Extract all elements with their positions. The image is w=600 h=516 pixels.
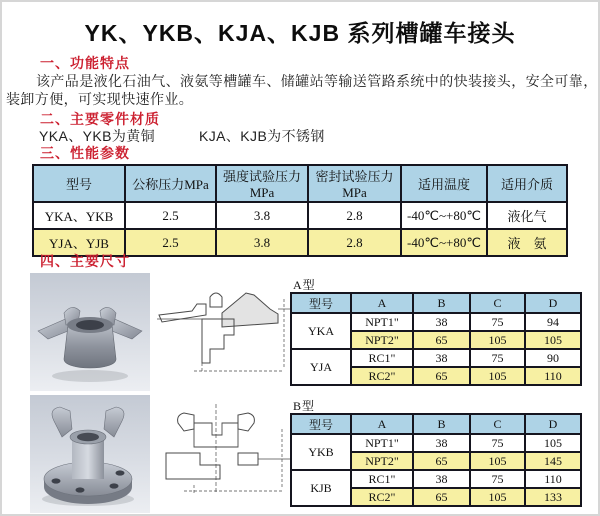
claw-coupling-product-photo xyxy=(30,273,150,391)
cell: 65 xyxy=(413,331,470,349)
cell: 105 xyxy=(470,452,525,470)
cell: RC2" xyxy=(351,488,413,506)
model-cell: YJA xyxy=(291,349,351,385)
col-header-medium: 适用介质 xyxy=(487,165,567,202)
cell: RC2" xyxy=(351,367,413,385)
col-header-b: B xyxy=(413,293,470,313)
dim-table-a-label: A型 xyxy=(293,278,316,292)
cell: 2.5 xyxy=(125,229,216,256)
dimension-table-b xyxy=(290,413,582,507)
col-header-a: A xyxy=(351,414,413,434)
cell: 2.8 xyxy=(308,229,401,256)
cell: 2.8 xyxy=(308,202,401,229)
col-header-d: D xyxy=(525,414,581,434)
cell: 65 xyxy=(413,367,470,385)
cell: 38 xyxy=(413,470,470,488)
cell: 105 xyxy=(525,331,581,349)
flanged-coupling-section-drawing xyxy=(154,401,294,503)
cell: -40℃~+80℃ xyxy=(401,229,487,256)
cell: 110 xyxy=(525,367,581,385)
cell: 133 xyxy=(525,488,581,506)
flanged-coupling-product-photo xyxy=(30,395,150,513)
cell: 90 xyxy=(525,349,581,367)
col-header-model: 型号 xyxy=(291,414,351,434)
model-cell: YKB xyxy=(291,434,351,470)
dimension-table-a xyxy=(290,292,582,386)
table-row xyxy=(291,434,581,452)
cell: 105 xyxy=(470,367,525,385)
col-header-seal-test-pressure: 密封试验压力MPa xyxy=(308,165,401,202)
cell: 75 xyxy=(470,470,525,488)
cell: YJA、YJB xyxy=(33,229,125,256)
section-heading-materials: 二、主要零件材质 xyxy=(40,111,160,127)
col-header-a: A xyxy=(351,293,413,313)
cell: NPT1" xyxy=(351,434,413,452)
section-heading-performance: 三、性能参数 xyxy=(40,145,130,161)
model-cell: KJB xyxy=(291,470,351,506)
material-brass: YKA、YKB为黄铜 xyxy=(39,128,156,144)
cell: -40℃~+80℃ xyxy=(401,202,487,229)
section-heading-features: 一、功能特点 xyxy=(40,55,130,71)
dim-a-header-row xyxy=(291,293,581,313)
cell: NPT1" xyxy=(351,313,413,331)
cell: 75 xyxy=(470,434,525,452)
col-header-b: B xyxy=(413,414,470,434)
cell: 38 xyxy=(413,434,470,452)
col-header-model: 型号 xyxy=(33,165,125,202)
cell: 105 xyxy=(470,331,525,349)
features-paragraph: 该产品是液化石油气、液氨等槽罐车、储罐站等输送管路系统中的快装接头，安全可靠，装卸方便，可实现快速作业。 xyxy=(6,73,598,107)
cell: YKA、YKB xyxy=(33,202,125,229)
cell: 38 xyxy=(413,313,470,331)
cell: 105 xyxy=(470,488,525,506)
cell: 65 xyxy=(413,452,470,470)
col-header-nominal-pressure: 公称压力MPa xyxy=(125,165,216,202)
table-row xyxy=(291,313,581,331)
col-header-c: C xyxy=(470,414,525,434)
cell: 94 xyxy=(525,313,581,331)
col-header-model: 型号 xyxy=(291,293,351,313)
table-row xyxy=(291,349,581,367)
col-header-strength-test-pressure: 强度试验压力MPa xyxy=(216,165,308,202)
claw-coupling-section-drawing xyxy=(154,279,294,381)
table-row xyxy=(291,470,581,488)
cell: 75 xyxy=(470,313,525,331)
cell: RC1" xyxy=(351,349,413,367)
cell: NPT2" xyxy=(351,331,413,349)
material-stainless: KJA、KJB为不锈钢 xyxy=(199,128,325,144)
cell: 38 xyxy=(413,349,470,367)
model-cell: YKA xyxy=(291,313,351,349)
cell: 3.8 xyxy=(216,202,308,229)
cell: 145 xyxy=(525,452,581,470)
dim-b-header-row xyxy=(291,414,581,434)
performance-header-row xyxy=(33,165,567,202)
performance-table xyxy=(32,164,568,257)
cell: 液 氨 xyxy=(487,229,567,256)
cell: NPT2" xyxy=(351,452,413,470)
col-header-temperature: 适用温度 xyxy=(401,165,487,202)
col-header-c: C xyxy=(470,293,525,313)
col-header-d: D xyxy=(525,293,581,313)
section-heading-dimensions: 四、主要尺寸 xyxy=(40,253,130,269)
cell: 65 xyxy=(413,488,470,506)
cell: 75 xyxy=(470,349,525,367)
cell: RC1" xyxy=(351,470,413,488)
page-title: YK、YKB、KJA、KJB 系列槽罐车接头 xyxy=(84,20,516,46)
cell: 3.8 xyxy=(216,229,308,256)
cell: 105 xyxy=(525,434,581,452)
table-row xyxy=(33,202,567,229)
dim-table-b-label: B型 xyxy=(293,399,316,413)
cell: 液化气 xyxy=(487,202,567,229)
cell: 110 xyxy=(525,470,581,488)
cell: 2.5 xyxy=(125,202,216,229)
